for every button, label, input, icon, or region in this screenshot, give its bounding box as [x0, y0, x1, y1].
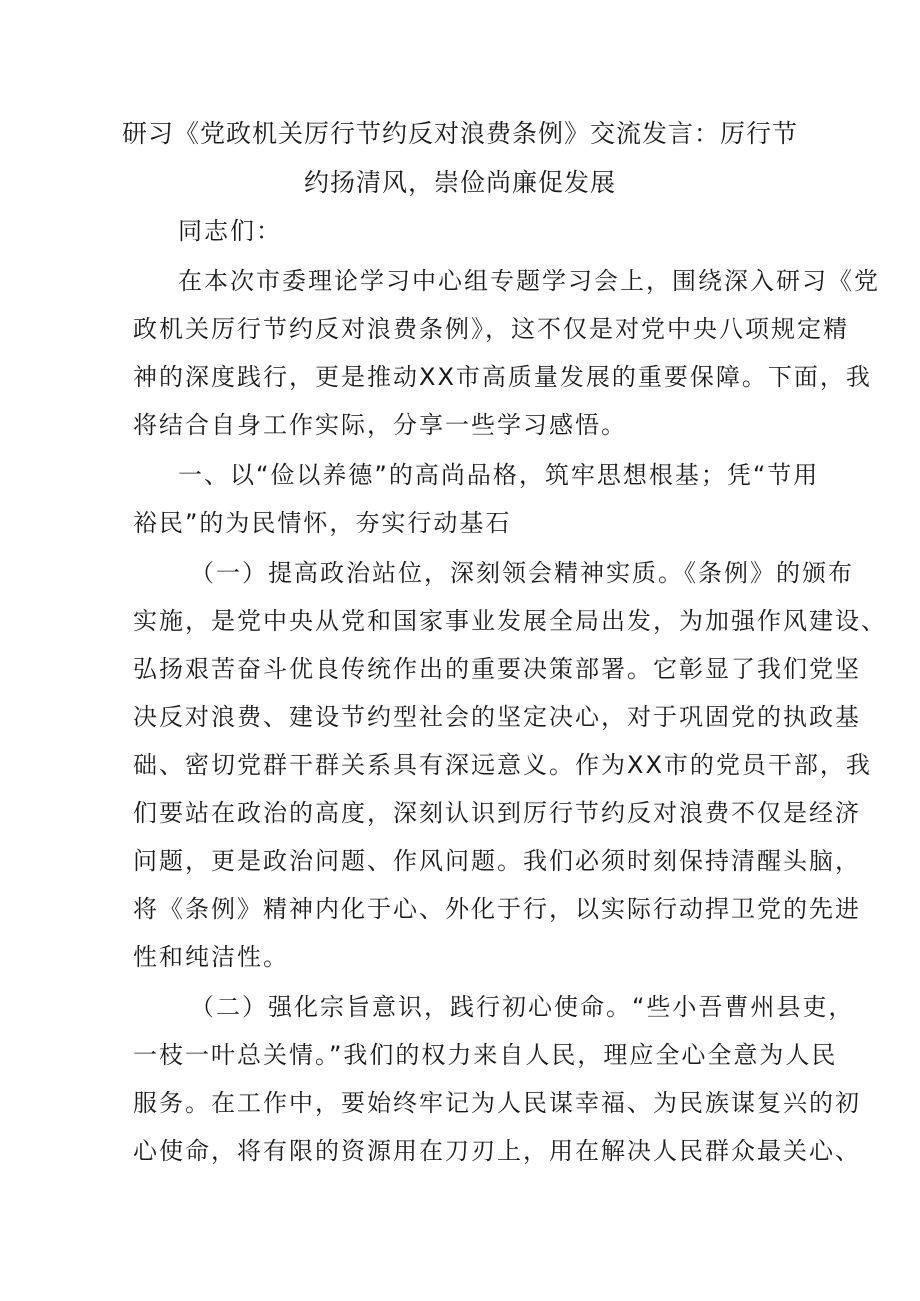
section-1-line: 决反对浪费、建设节约型社会的坚定决心，对于巩固党的执政基	[133, 703, 861, 731]
paragraph-1-line: 政机关厉行节约反对浪费条例》，这不仅是对党中央八项规定精	[133, 315, 849, 343]
paragraph-1-line: 将结合自身工作实际，分享一些学习感悟。	[133, 411, 627, 439]
document-title-line-1: 研习《党政机关厉行节约反对浪费条例》交流发言：厉行节	[121, 119, 798, 148]
section-heading-1-line: 一、以“俭以养德”的高尚品格，筑牢思想根基；凭“节用	[178, 461, 820, 489]
section-1-line: 性和纯洁性。	[133, 943, 289, 971]
section-1-line: 将《条例》精神内化于心、外化于行，以实际行动捍卫党的先进	[133, 895, 861, 923]
section-2-line: （二）强化宗旨意识，践行初心使命。“些小吾曹州县吏，	[190, 993, 855, 1021]
section-2-line: 一枝一叶总关情。”我们的权力来自人民，理应全心全意为人民	[133, 1041, 838, 1069]
section-2-line: 服务。在工作中，要始终牢记为人民谋幸福、为民族谋复兴的初	[133, 1089, 861, 1117]
section-2-line: 心使命，将有限的资源用在刀刃上，用在解决人民群众最关心、	[133, 1137, 861, 1165]
paragraph-1-line: 在本次市委理论学习中心组专题学习会上，围绕深入研习《党	[178, 267, 880, 295]
section-1-line: 础、密切党群干群关系具有深远意义。作为XX市的党员干部，我	[133, 751, 872, 779]
greeting: 同志们：	[178, 217, 282, 245]
section-heading-1-line: 裕民”的为民情怀，夯实行动基石	[133, 509, 512, 537]
section-1-line: 们要站在政治的高度，深刻认识到厉行节约反对浪费不仅是经济	[133, 799, 861, 827]
section-1-line: （一）提高政治站位，深刻领会精神实质。《条例》的颁布	[190, 559, 854, 587]
document-title-line-2: 约扬清风，崇俭尚廉促发展	[303, 168, 616, 197]
section-1-line: 弘扬艰苦奋斗优良传统作出的重要决策部署。它彰显了我们党坚	[133, 655, 861, 683]
paragraph-1-line: 神的深度践行，更是推动XX市高质量发展的重要保障。下面，我	[133, 363, 872, 391]
section-1-line: 实施，是党中央从党和国家事业发展全局出发，为加强作风建设、	[133, 607, 887, 635]
section-1-line: 问题，更是政治问题、作风问题。我们必须时刻保持清醒头脑，	[133, 847, 861, 875]
